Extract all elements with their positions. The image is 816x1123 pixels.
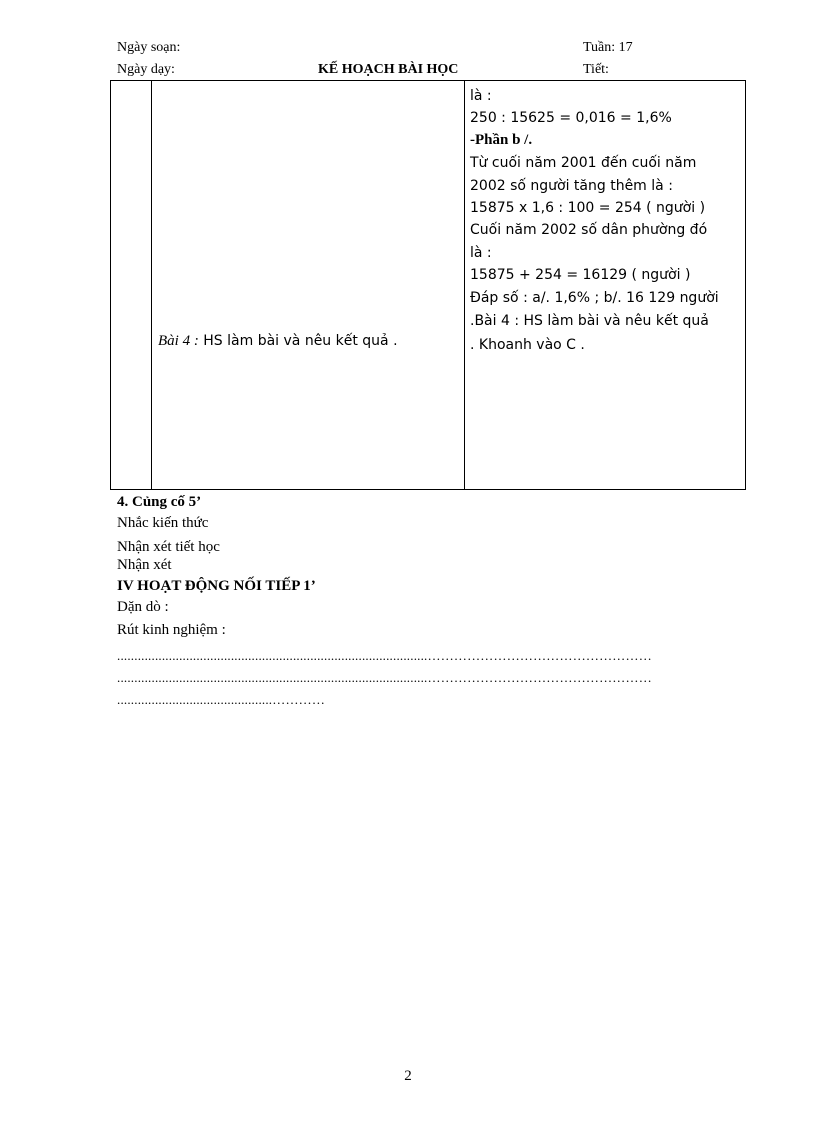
ngay-day-label: Ngày dạy: <box>117 62 175 77</box>
middle-task <box>158 333 398 350</box>
right-line: 2002 số người tăng thêm là : <box>470 178 673 194</box>
right-line: Đáp số : a/. 1,6% ; b/. 16 129 người <box>470 290 719 306</box>
right-line: là : <box>470 245 492 261</box>
right-line: Từ cuối năm 2001 đến cuối năm <box>470 155 697 171</box>
tiet-label: Tiết: <box>583 62 609 77</box>
right-line: là : <box>470 88 492 104</box>
dotted-line: ..........................................................................................…………………………………………… <box>117 670 652 685</box>
table-column-divider-1 <box>151 81 152 489</box>
right-line-heading: -Phần b /. <box>470 132 533 148</box>
tuan-label: Tuần: 17 <box>583 40 633 55</box>
dotted-line: ..........................................................................................…………………………………………… <box>117 648 652 663</box>
section-iv-heading: IV HOẠT ĐỘNG NỐI TIẾP 1’ <box>117 578 316 594</box>
page-title: KẾ HOẠCH BÀI HỌC <box>318 62 459 77</box>
dotted-line: .............................................………… <box>117 692 326 707</box>
right-line: .Bài 4 : HS làm bài và nêu kết quả <box>470 313 709 329</box>
right-line: 15875 + 254 = 16129 ( người ) <box>470 267 691 283</box>
lesson-table <box>110 80 746 490</box>
section-4-line: Nhận xét <box>117 557 172 573</box>
section-4-line: Nhận xét tiết học <box>117 539 220 555</box>
page-number: 2 <box>404 1068 412 1084</box>
table-column-divider-2 <box>464 81 465 489</box>
middle-task-text: HS làm bài và nêu kết quả . <box>198 333 398 349</box>
rut-kinh-nghiem-label: Rút kinh nghiệm : <box>117 622 226 638</box>
section-4-line: Nhắc kiến thức <box>117 515 209 531</box>
right-line: 15875 x 1,6 : 100 = 254 ( người ) <box>470 200 706 216</box>
section-4-heading: 4. Củng cố 5’ <box>117 494 202 510</box>
middle-task-label: Bài 4 : <box>158 333 199 349</box>
dan-do-label: Dặn dò : <box>117 599 169 615</box>
right-line: Cuối năm 2002 số dân phường đó <box>470 222 708 238</box>
right-line: . Khoanh vào C . <box>470 337 585 353</box>
right-line: 250 : 15625 = 0,016 = 1,6% <box>470 110 672 126</box>
ngay-soan-label: Ngày soạn: <box>117 40 181 55</box>
